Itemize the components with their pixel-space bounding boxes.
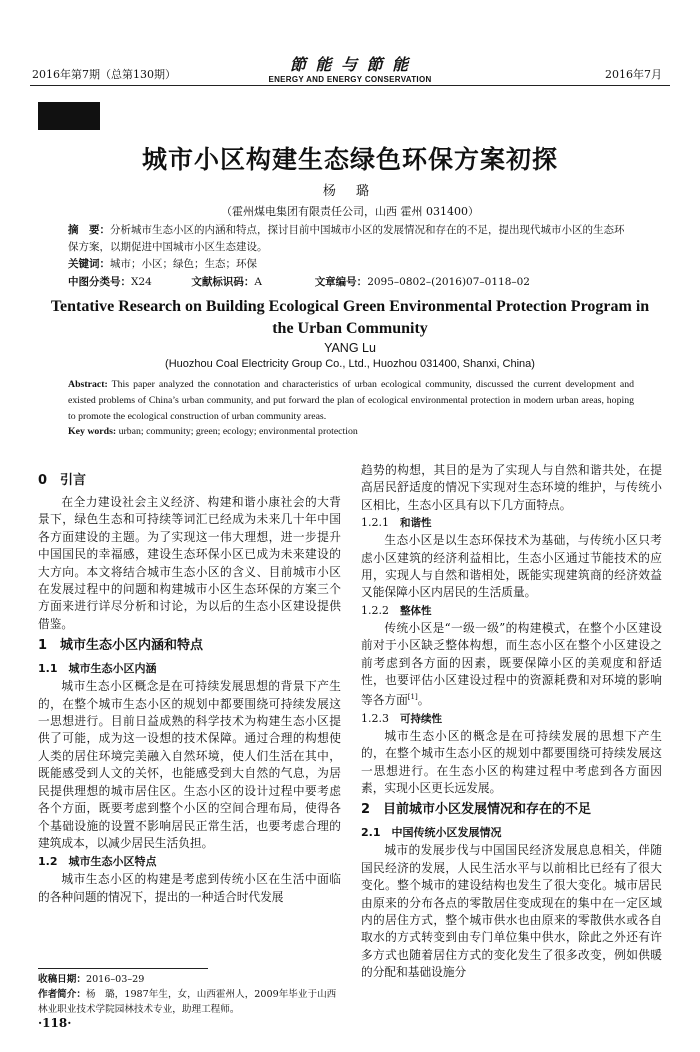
- citation-ref[interactable]: [1]: [407, 693, 418, 702]
- abstract-en-text: This paper analyzed the connotation and characteristics of urban ecological community, discussed the current development and existed problems of China’s urban community, and put forward the plan of ecological environmental protection in modern urban areas, hoping to promote the ecological construction of urban community areas.: [68, 379, 634, 422]
- section-1-1-paragraph: 城市生态小区概念是在可持续发展思想的背景下产生的，在整个城市生态小区的规划中都要围绕可持续发展这一思想进行。目前日益成熟的科学技术为构建生态小区提供了可能，成为这一设想的技术保障。通过合理的构想使人类的居住环境完美融入自然环境，使人们生活在其中，既能感受到人文的关怀，也能感受到大自然的气息，为居民提供理想的城市居住区。生态小区的设计过程中要考虑各个方面，既要考虑到整个小区的空间合理布局，使得各个基础设施的设置不影响居民正常生活，也要考虑合理的建筑成本，以减少居民生活负担。: [38, 679, 341, 850]
- abstract-cn-text: 分析城市生态小区的内涵和特点，探讨目前中国城市小区的发展情况和存在的不足，提出现代城市小区的生态环保方案，以期促进中国城市小区生态建设。: [68, 224, 625, 253]
- author-bio-text: 杨 璐，1987年生，女，山西霍州人，2009年毕业于山西林业职业技术学院园林技术专业，助理工程师。: [38, 989, 337, 1015]
- received-label: 收稿日期：: [38, 974, 86, 985]
- section-1-heading: 1 城市生态小区内涵和特点: [38, 638, 204, 654]
- article-no-field: [315, 274, 530, 289]
- section-0-paragraph: 在全力建设社会主义经济、构建和谐小康社会的大背景下，绿色生态和可持续等词汇已经成为未来几十年中国各方面建设的主题。为了实现这一伟大理想，进一步提升中国国民的幸福感，建设生态环保小区已成为未来建设的大方向。本文将结合城市生态小区的含义、目前城市小区在发展过程中的问题和构建城市小区生态环保的方案三个方面来进行详尽分析和讨论，为以后的生态小区建设提供借鉴。: [38, 495, 341, 631]
- author-cn: 杨 璐: [322, 184, 378, 199]
- paper-title-en: Tentative Research on Building Ecological Green Environmental Protection Program in the Urban Community: [50, 298, 650, 337]
- right-column: [361, 462, 662, 982]
- abstract-cn-label: 摘 要：: [68, 224, 110, 236]
- header-divider: [30, 85, 670, 86]
- section-1-2-2-heading: [361, 602, 662, 620]
- section-1-2-1-heading: [361, 514, 662, 532]
- doc-code-label: 文献标识码：: [191, 276, 255, 288]
- abstract-cn-paragraph: [68, 222, 634, 256]
- affiliation-cn: （霍州煤电集团有限责任公司，山西 霍州 031400）: [221, 205, 479, 218]
- classification-row: [68, 274, 634, 289]
- section-1-2-2-number: 1.2.2: [361, 603, 389, 617]
- author-bio-label: 作者简介：: [38, 989, 86, 1000]
- journal-masthead: [0, 52, 700, 84]
- section-1-2-heading: 1.2 城市生态小区特点: [38, 855, 157, 869]
- section-1-2-2-end: 。: [417, 693, 430, 708]
- keywords-en-label: Key words:: [68, 426, 117, 437]
- section-1-2-3-number: 1.2.3: [361, 711, 389, 725]
- doc-code-field: [191, 274, 311, 289]
- journal-title-en: ENERGY AND ENERGY CONSERVATION: [268, 75, 432, 84]
- section-1-2-1-number: 1.2.1: [361, 516, 389, 530]
- received-date: [38, 972, 341, 987]
- section-1-2-1-paragraph: 生态小区是以生态环保技术为基础，与传统小区只考虑小区建筑的经济利益相比，生态小区通过节能技术的应用，实现人与自然和谐相处，既能实现建筑商的经济效益又能保障小区内居民的生活质量。: [361, 533, 662, 600]
- section-2-1-heading: 2.1 中国传统小区发展情况: [361, 826, 502, 840]
- footnote: [38, 972, 341, 1017]
- doc-code-value: A: [254, 276, 262, 288]
- abstract-cn: [68, 222, 634, 273]
- journal-title-cn: 節 能 与 節 能: [289, 55, 411, 74]
- left-column: [38, 468, 341, 906]
- clc-value: X24: [131, 276, 152, 288]
- section-2-heading: 2 目前城市小区发展情况和存在的不足: [361, 802, 592, 818]
- section-1-2-1-title: 和谐性: [400, 517, 432, 530]
- section-1-2-2-text: 传统小区是“一级一级”的构建模式，在整个小区建设前对于小区缺乏整体构想，而生态小区在整个小区建设之前考虑到各方面的因素，既要保障小区的美观度和舒适性，也要评估小区建设过程中的资源耗费和对环境的影响等各方面: [361, 620, 662, 708]
- redaction-block: [38, 102, 100, 130]
- clc-label: 中图分类号：: [68, 276, 131, 288]
- author-en: YANG Lu: [324, 341, 376, 355]
- issue-date: 2016年7月: [605, 68, 662, 81]
- affiliation-en: (Huozhou Coal Electricity Group Co., Ltd., Huozhou 031400, Shanxi, China): [165, 358, 535, 370]
- abstract-en: [68, 377, 634, 425]
- article-no-value: 2095–0802–(2016)07–0118–02: [367, 276, 530, 288]
- footnote-divider: [38, 968, 208, 969]
- clc-field: [68, 274, 188, 289]
- section-2-1-paragraph: 城市的发展步伐与中国国民经济发展息息相关，伴随国民经济的发展，人民生活水平与以前相比已经有了很大变化。整个城市的建设结构也发生了很大变化。城市居民由原来的分布各点的零散居住变成现在的集中在一定区域内的居住方式，整个城市供水也由原来的零散供水或各自取水的方式转变到由专门单位集中供水，除此之外还有许多方式也随着居住方式的变化发生了很多改变，例如供暖的分配和基础设施分: [361, 843, 662, 980]
- section-1-2-3-title: 可持续性: [400, 712, 442, 725]
- section-1-2-continued: 趋势的构想，其目的是为了实现人与自然和谐共处，在提高居民舒适度的情况下实现对生态环境的维护，与传统小区相比，生态小区具有以下几方面特点。: [361, 463, 662, 512]
- paper-title-cn: 城市小区构建生态绿色环保方案初探: [141, 145, 558, 174]
- section-1-2-3-heading: [361, 710, 662, 728]
- section-1-1-heading: 1.1 城市生态小区内涵: [38, 662, 157, 676]
- keywords-cn-text: 城市；小区；绿色；生态；环保: [110, 258, 257, 270]
- keywords-cn: [68, 256, 634, 273]
- article-no-label: 文章编号：: [314, 276, 368, 288]
- section-1-2-3-paragraph: 城市生态小区的概念是在可持续发展的思想下产生的，在整个城市生态小区的规划中都要围绕可持续发展这一思想进行。在生态小区的构建过程中考虑到各方面因素，实现小区更长远发展。: [361, 728, 662, 795]
- section-1-2-2-paragraph: [361, 620, 662, 710]
- section-0-heading: 0 引言: [38, 473, 87, 488]
- author-bio: [38, 987, 341, 1017]
- received-value: 2016–03–29: [85, 974, 145, 985]
- section-1-2-paragraph: 城市生态小区的构建是考虑到传统小区在生活中面临的各种问题的情况下，提出的一种适合时代发展: [38, 872, 341, 904]
- keywords-cn-label: 关键词：: [68, 258, 110, 270]
- abstract-en-label: Abstract:: [68, 379, 108, 390]
- page-number: ·118·: [38, 1016, 72, 1030]
- keywords-en-text: urban; community; green; ecology; environmental protection: [116, 426, 358, 437]
- section-1-2-2-title: 整体性: [400, 604, 432, 617]
- issue-info: 2016年第7期（总第130期）: [32, 68, 176, 81]
- keywords-en: [68, 426, 634, 437]
